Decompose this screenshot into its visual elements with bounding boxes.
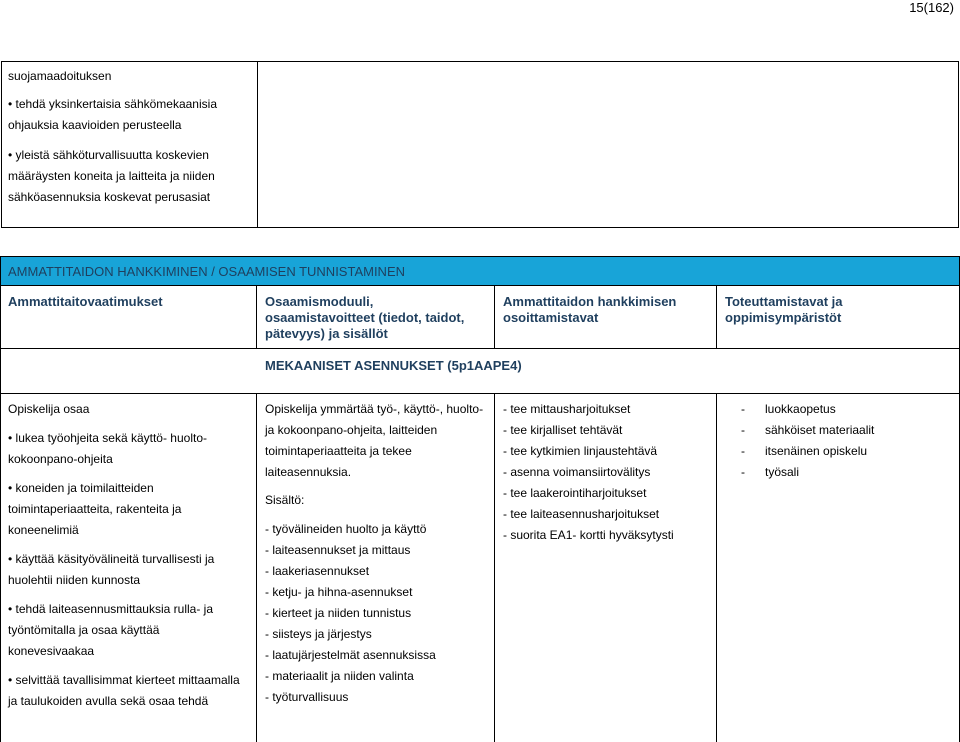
module-title: MEKAANISET ASENNUKSET (5p1AAPE4) [265,358,522,373]
col2-intro: Opiskelija ymmärtää työ-, käyttö-, huolto- ja kokoonpano-ohjeita, laitteiden toimintaperiaatteita ja tekee laiteasennuksia. [265,402,484,479]
top-bullet-2: • yleistä sähköturvallisuutta koskevien määräysten koneita ja laitteita ja niiden sähköasennuksia koskevat perusasiat [8,148,215,204]
header-col2: Osaamismoduuli, osaamistavoitteet (tiedot, taidot, pätevyys) ja sisällöt [265,294,465,341]
top-intro: suojamaadoituksen [8,69,112,83]
col1-bullet-2: • koneiden ja toimilaitteiden toimintaperiaatteita, rakenteita ja koneenelimiä [8,481,182,537]
col4-list: - luokkaopetus - sähköiset materiaalit - itsenäinen opiskelu - työsali [741,402,875,479]
col1-bullet-5: • selvittää tavallisimmat kierteet mittaamalla ja taulukoiden avulla sekä osaa tehdä [8,673,240,708]
module-divider [0,393,960,394]
section-banner: AMMATTITAIDON HANKKIMINEN / OSAAMISEN TUNNISTAMINEN [0,256,960,286]
top-bullet-1: • tehdä yksinkertaisia sähkömekaanisia ohjauksia kaavioiden perusteella [8,97,217,132]
top-right-cell [257,61,959,228]
header-divider [0,348,960,349]
header-col3: Ammattitaidon hankkimisen osoittamistavat [503,294,677,325]
header-col4: Toteuttamistavat ja oppimisympäristöt [725,294,843,325]
col1-bullet-4: • tehdä laiteasennusmittauksia rulla- ja työntömitalla ja osaa käyttää konevesivaakaa [8,602,213,658]
page-number: 15(162) [909,0,954,15]
header-col1: Ammattitaitovaatimukset [8,294,163,309]
col2-contents: - työvälineiden huolto ja käyttö - laiteasennukset ja mittaus - laakeriasennukset - ketju- ja hihna-asennukset - kierteet ja niiden tunnistus - siisteys ja järjestys - laatujärjestelmät asennuksissa - materiaalit ja niiden valinta - työturvallisuus [265,522,436,704]
col1-bullet-1: • lukea työohjeita sekä käyttö- huolto- kokoonpano-ohjeita [8,431,207,466]
col2-contents-label: Sisältö: [265,493,305,507]
col1-bullet-3: • käyttää käsityövälineitä turvallisesti ja huolehtii niiden kunnosta [8,552,215,587]
col1-intro: Opiskelija osaa [8,402,90,416]
col3-list: - tee mittausharjoitukset - tee kirjalliset tehtävät - tee kytkimien linjaustehtävä - asenna voimansiirtovälitys - tee laakerointiharjoitukset - tee laiteasennusharjoitukset - suorita EA1- kortti hyväksytysti [503,402,674,542]
